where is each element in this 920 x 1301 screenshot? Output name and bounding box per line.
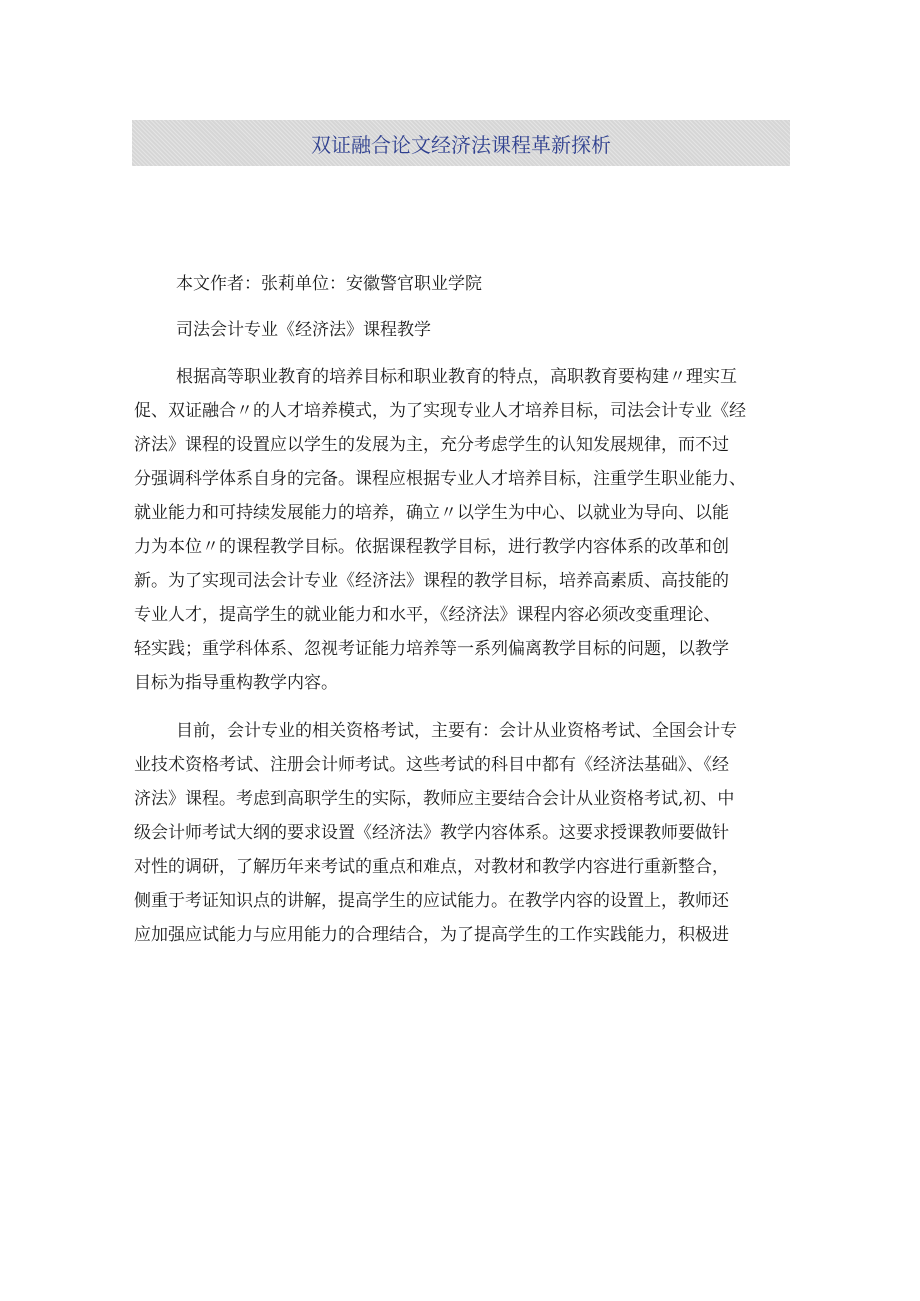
title-banner [132, 120, 790, 166]
paragraph-line: 新。为了实现司法会计专业《经济法》课程的教学目标，培养高素质、高技能的 [134, 571, 729, 591]
paragraph-line: 济法》课程。考虑到高职学生的实际，教师应主要结合会计从业资格考试,初、中 [134, 789, 735, 809]
paragraph-line: 应加强应试能力与应用能力的合理结合，为了提高学生的工作实践能力，积极进 [134, 925, 729, 945]
paragraph-line: 济法》课程的设置应以学生的发展为主，充分考虑学生的认知发展规律，而不过 [134, 435, 729, 455]
paragraph-line: 目前，会计专业的相关资格考试，主要有：会计从业资格考试、全国会计专 [176, 721, 737, 741]
author-line: 本文作者：张莉单位：安徽警官职业学院 [176, 274, 482, 294]
paragraph-line: 对性的调研，了解历年来考试的重点和难点，对教材和教学内容进行重新整合， [134, 857, 729, 877]
paragraph-line: 专业人才，提高学生的就业能力和水平，《经济法》课程内容必须改变重理论、 [134, 605, 721, 625]
paragraph-line: 力为本位〃的课程教学目标。依据课程教学目标，进行教学内容体系的改革和创 [134, 537, 729, 557]
document-title: 双证融合论文经济法课程革新探析 [311, 132, 611, 157]
paragraph-line: 侧重于考证知识点的讲解，提高学生的应试能力。在教学内容的设置上，教师还 [134, 891, 729, 911]
document-body [134, 268, 794, 966]
paragraph-line: 分强调科学体系自身的完备。课程应根据专业人才培养目标，注重学生职业能力、 [134, 469, 746, 489]
paragraph-2 [134, 714, 794, 952]
paragraph-line: 轻实践；重学科体系、忽视考证能力培养等一系列偏离教学目标的问题，以教学 [134, 639, 729, 659]
paragraph-line: 级会计师考试大纲的要求设置《经济法》教学内容体系。这要求授课教师要做针 [134, 823, 729, 843]
subtitle-line: 司法会计专业《经济法》课程教学 [176, 320, 431, 340]
paragraph-line: 根据高等职业教育的培养目标和职业教育的特点，高职教育要构建〃理实互 [176, 367, 737, 387]
paragraph-1 [134, 360, 794, 700]
paragraph-line: 目标为指导重构教学内容。 [134, 673, 338, 693]
paragraph-line: 促、双证融合〃的人才培养模式，为了实现专业人才培养目标，司法会计专业《经 [134, 401, 746, 421]
paragraph-line: 就业能力和可持续发展能力的培养，确立〃以学生为中心、以就业为导向、以能 [134, 503, 729, 523]
paragraph-line: 业技术资格考试、注册会计师考试。这些考试的科目中都有《经济法基础》、《经 [134, 755, 729, 775]
